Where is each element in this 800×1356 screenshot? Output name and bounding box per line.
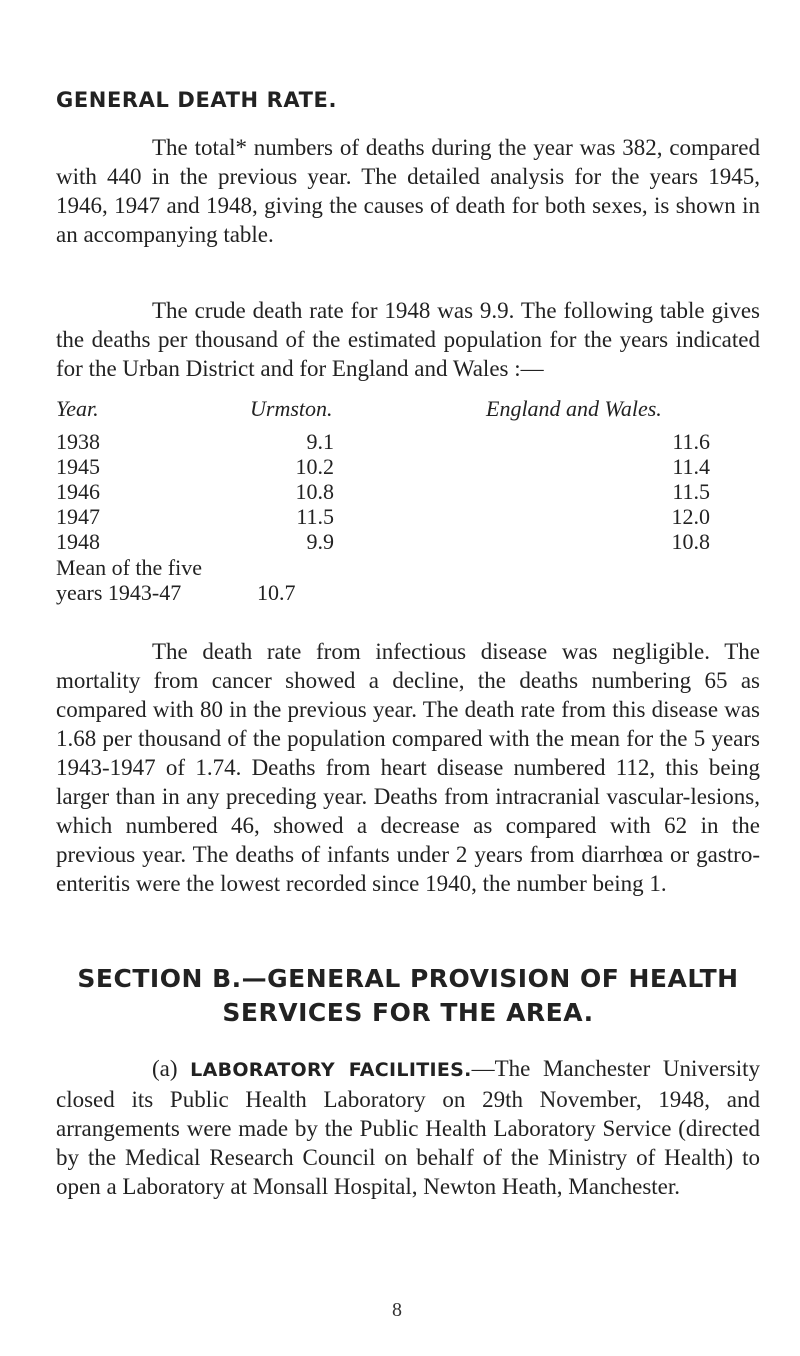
paragraph-total-deaths-text: The total* numbers of deaths during the year was 382, compared with 440 in the previous year. The detailed analysis for the years 1945, 1946, 1947 and 1948, giving the causes of death for both sexes, is shown in an accompanying table. (56, 135, 760, 247)
table-cell-england: 11.4 (672, 454, 710, 479)
laboratory-facilities-label: LABORATORY FACILITIES. (190, 1059, 472, 1081)
section-b-heading-line2: SERVICES FOR THE AREA. (222, 998, 594, 1027)
paragraph-crude-death-rate-text: The crude death rate for 1948 was 9.9. The following table gives the deaths per thousand of the estimated population for the years indicated for the Urban District and for England and Wales :— (56, 298, 760, 381)
table-cell-year: 1946 (56, 479, 100, 504)
table-cell-urmston: 9.1 (306, 429, 334, 454)
section-b-heading-line1: SECTION B.—GENERAL PROVISION OF HEALTH (77, 964, 739, 993)
table-header-urmston: Urmston. (250, 396, 333, 421)
paragraph-laboratory-facilities (56, 1054, 760, 1201)
table-cell-england: 11.5 (672, 479, 710, 504)
table-header-england-wales: England and Wales. (486, 396, 662, 421)
paragraph-laboratory-prefix: (a) (152, 1056, 178, 1081)
section-b-heading (56, 962, 760, 1030)
table-cell-urmston: 10.2 (295, 454, 334, 479)
paragraph-laboratory-text: —The Manchester University closed its Public Health Laboratory on 29th November, 1948, and arrangements were made by the Public Health Laboratory Service (directed by the Medical Research Council on behalf of the Ministry of Health) to open a Laboratory at Monsall Hospital, Newton Heath, Manchester. (56, 1056, 760, 1199)
table-mean-label-line2: years 1943-47 (56, 580, 182, 605)
table-cell-urmston: 10.8 (295, 479, 334, 504)
table-cell-year: 1947 (56, 504, 100, 529)
page-number: 8 (392, 1299, 402, 1321)
table-cell-year: 1938 (56, 429, 100, 454)
table-cell-year: 1948 (56, 529, 100, 554)
paragraph-total-deaths (56, 133, 760, 249)
paragraph-infectious-disease (56, 637, 760, 898)
general-death-rate-heading: GENERAL DEATH RATE. (56, 88, 338, 112)
table-mean-urmston: 10.7 (257, 580, 296, 605)
table-cell-urmston: 11.5 (296, 504, 334, 529)
paragraph-infectious-disease-text: The death rate from infectious disease was negligible. The mortality from cancer showed a decline, the deaths numbering 65 as compared with 80 in the previous year. The death rate from this disease was 1.68 per thousand of the population compared with the mean for the 5 years 1943-1947 of 1.74. Deaths from heart disease numbered 112, this being larger than in any preceding year. Deaths from intracranial vascular-lesions, which numbered 46, showed a decrease as compared with 62 in the previous year. The deaths of infants under 2 years from diarrhœa or gastro-enteritis were the lowest recorded since 1940, the number being 1. (56, 639, 760, 896)
table-cell-urmston: 9.9 (306, 529, 334, 554)
table-header-year: Year. (56, 396, 99, 421)
table-cell-year: 1945 (56, 454, 100, 479)
table-cell-england: 11.6 (672, 429, 710, 454)
paragraph-crude-death-rate (56, 296, 760, 383)
table-cell-england: 12.0 (671, 504, 710, 529)
table-mean-label-line1: Mean of the five (56, 555, 202, 580)
table-cell-england: 10.8 (671, 529, 710, 554)
